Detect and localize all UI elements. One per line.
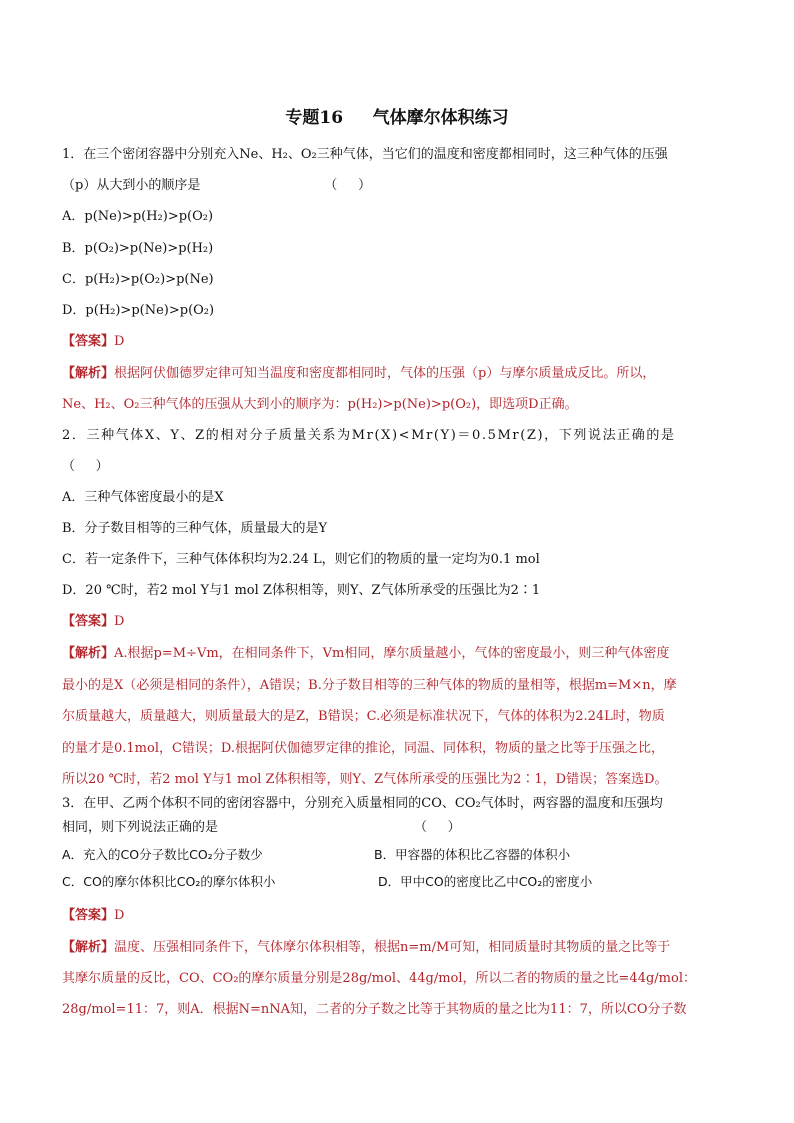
q1-answer <box>62 333 752 351</box>
q1-stem-line2: （p）从大到小的顺序是 （ ） <box>62 178 371 193</box>
q1-explanation-text1: 根据阿伏伽德罗定律可知当温度和密度都相同时，气体的压强（p）与摩尔质量成反比。所以， <box>114 366 656 381</box>
q3-answer-paren: （ ） <box>414 820 461 835</box>
answer-tag: 【答案】 <box>62 908 115 923</box>
q2-explanation-line4: 的量才是0.1mol，C错误；D.根据阿伏伽德罗定律的推论，同温、同体积，物质的量之比等于压强之比， <box>62 741 665 756</box>
q3-stem-line2 <box>62 819 752 837</box>
q2-option-b: B．分子数目相等的三种气体，质量最大的是Y <box>62 521 328 536</box>
q3-option-b: B．甲容器的体积比乙容器的体积小 <box>374 847 571 862</box>
q1-stem-line1: 1．在三个密闭容器中分别充入Ne、H₂、O₂三种气体，当它们的温度和密度都相同时，这三种气体的压强 <box>62 147 668 162</box>
q1-explanation-line2: Ne、H₂、O₂三种气体的压强从大到小的顺序为：p(H₂)>p(Ne)>p(O₂)，即选项D正确。 <box>62 397 578 412</box>
q2-option-d: D．20 ℃时，若2 mol Y与1 mol Z体积相等，则Y、Z气体所承受的压强比为2∶1 <box>62 583 541 598</box>
q3-options-row2 <box>62 873 752 891</box>
q3-answer <box>62 907 752 925</box>
q2-stem-line2: （ ） <box>62 459 109 474</box>
q2-explanation-line3: 尔质量越大，质量越大，则质量最大的是Z，B错误；C.必须是标准状况下，气体的体积为2.24L时，物质 <box>62 709 665 724</box>
q3-explanation-line2: 其摩尔质量的反比，CO、CO₂的摩尔质量分别是28g/mol、44g/mol，所以二者的物质的量之比=44g/mol： <box>62 971 696 986</box>
q3-explanation-text1: 温度、压强相同条件下，气体摩尔体积相等，根据n=m/M可知，相同质量时其物质的量之比等于 <box>114 940 671 955</box>
q3-explanation-line1 <box>62 939 752 957</box>
analysis-tag: 【解析】 <box>62 646 115 661</box>
q2-answer-value: D <box>114 614 125 629</box>
q3-option-d: D．甲中CO的密度比乙中CO₂的密度小 <box>378 874 593 889</box>
q2-option-a: A．三种气体密度最小的是X <box>62 490 224 505</box>
q1-option-d: D．p(H₂)>p(Ne)>p(O₂) <box>62 303 215 318</box>
q1-option-c: C．p(H₂)>p(O₂)>p(Ne) <box>62 272 214 287</box>
q3-option-a: A．充入的CO分子数比CO₂分子数少 <box>62 847 263 862</box>
q1-option-b: B．p(O₂)>p(Ne)>p(H₂) <box>62 241 214 256</box>
q2-answer <box>62 613 752 631</box>
q2-stem-line1: 2．三种气体X、Y、Z的相对分子质量关系为Mr(X)<Mr(Y)＝0.5Mr(Z)，下列说法正确的是 <box>62 428 676 443</box>
q2-explanation-text1: A.根据p=M÷Vm，在相同条件下，Vm相同，摩尔质量越小，气体的密度最小，则三种气体密度 <box>114 646 670 661</box>
q3-options-row1 <box>62 846 752 864</box>
q3-option-c: C．CO的摩尔体积比CO₂的摩尔体积小 <box>62 874 276 889</box>
q3-stem-line1: 3．在甲、乙两个体积不同的密闭容器中，分别充入质量相同的CO、CO₂气体时，两容器的温度和压强均 <box>62 796 663 811</box>
answer-tag: 【答案】 <box>62 334 115 349</box>
page-title: 专题16 气体摩尔体积练习 <box>285 108 509 128</box>
q1-option-a: A．p(Ne)>p(H₂)>p(O₂) <box>62 209 214 224</box>
q3-answer-value: D <box>114 908 125 923</box>
q2-explanation-line1 <box>62 645 752 663</box>
q1-answer-value: D <box>114 334 125 349</box>
q2-option-c: C．若一定条件下，三种气体体积均为2.24 L，则它们的物质的量一定均为0.1 mol <box>62 552 540 567</box>
analysis-tag: 【解析】 <box>62 940 115 955</box>
q2-explanation-line5: 所以20 ℃时，若2 mol Y与1 mol Z体积相等，则Y、Z气体所承受的压强比为2∶1，D错误；答案选D。 <box>62 772 668 787</box>
q2-explanation-line2: 最小的是X（必须是相同的条件），A错误；B.分子数目相等的三种气体的物质的量相等，根据m=M×n，摩 <box>62 678 677 693</box>
analysis-tag: 【解析】 <box>62 366 115 381</box>
q3-explanation-line3: 28g/mol=11：7，则A．根据N=nNA知，二者的分子数之比等于其物质的量之比为11：7，所以CO分子数 <box>62 1002 687 1017</box>
q3-stem-text2: 相同，则下列说法正确的是 <box>62 820 219 835</box>
answer-tag: 【答案】 <box>62 614 115 629</box>
q1-explanation-line1 <box>62 365 752 383</box>
